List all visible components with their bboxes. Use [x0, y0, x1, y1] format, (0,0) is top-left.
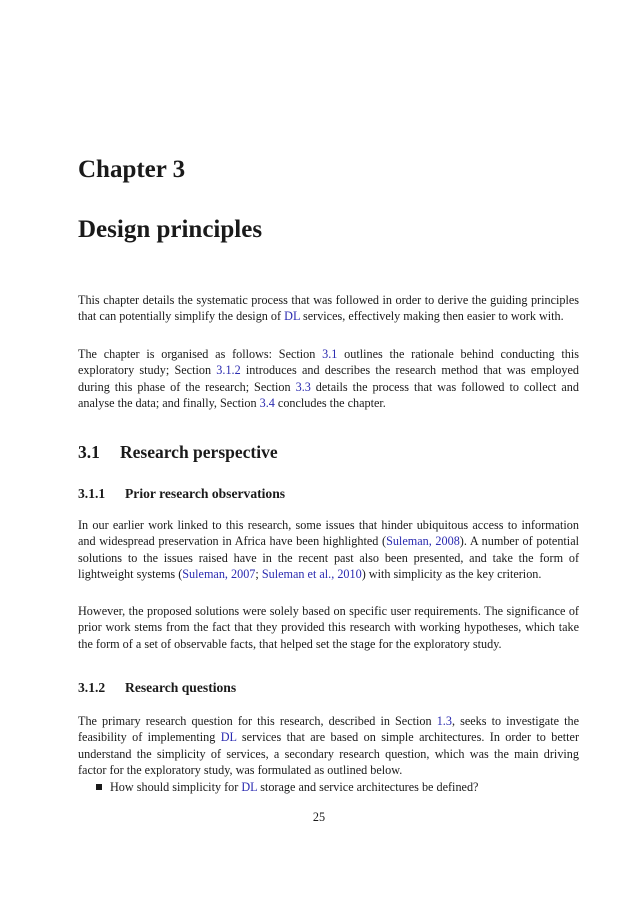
citation-link-suleman-2008[interactable]: Suleman, 2008 [386, 534, 460, 549]
text-run: concludes the chapter. [274, 396, 386, 411]
text-run: services, effectively making then easier to work with. [299, 309, 564, 324]
subsection-heading-3-1-2 [78, 679, 236, 697]
text-run: details the process that was followed to collect and analyse the data; and finally, Section [78, 379, 579, 411]
subsection-title: Prior research observations [125, 486, 286, 501]
section-number: 3.1 [78, 442, 100, 462]
text-run: ). A number of potential solutions to the issues raised have in the recent past also been presented, and take the form of lightweight systems ( [78, 534, 579, 582]
text-run: The primary research question for this research, described in Section [78, 714, 437, 728]
text-run: The chapter is organised as follows: Section [78, 347, 323, 361]
citation-link-suleman-2007[interactable]: Suleman, 2007 [182, 567, 256, 582]
chapter-label: Chapter 3 [78, 156, 186, 183]
text-run: In our earlier work linked to this research, some issues that hinder ubiquitous access to information and widespread preservation in Africa have been highlighted ( [78, 518, 579, 549]
subsection-heading-3-1-1 [78, 485, 285, 503]
text-run: How should simplicity for [110, 780, 242, 794]
bullet-square-icon [96, 784, 102, 790]
intro-paragraph-1 [78, 292, 579, 325]
research-questions-paragraph [78, 713, 579, 779]
section-link-3-1-2[interactable]: 3.1.2 [216, 363, 241, 378]
prior-research-paragraph-1 [78, 517, 579, 583]
text-run: ; [255, 567, 262, 582]
intro-paragraph-2 [78, 346, 579, 412]
subsection-number: 3.1.2 [78, 680, 106, 695]
research-question-bullet [96, 779, 576, 795]
text-run: services that are based on simple architectures. In order to better understand the simplicity of services, a secondary research question, which was the main driving factor for the exploratory study, was formulated as outlined below. [78, 730, 579, 778]
section-link-1-3[interactable]: 1.3 [436, 714, 452, 728]
text-run: This chapter details the systematic process that was followed in order to derive the guiding principles that can potentially simplify the design of [78, 293, 579, 324]
acronym-link-dl[interactable]: DL [241, 780, 258, 794]
text-run: ) with simplicity as the key criterion. [361, 567, 542, 582]
citation-link-suleman-2010[interactable]: Suleman et al., 2010 [261, 567, 362, 582]
text-run: , seeks to investigate the feasibility of implementing [78, 714, 579, 745]
acronym-link-dl[interactable]: DL [284, 309, 300, 324]
section-heading-3-1 [78, 441, 278, 463]
prior-research-paragraph-2: However, the proposed solutions were solely based on specific user requirements. The significance of prior work stems from the fact that they provided this research with working hypotheses, which take the form of a set of observable facts, that helped set the stage for the exploratory study. [78, 604, 579, 651]
subsection-number: 3.1.1 [78, 486, 106, 501]
section-link-3-4[interactable]: 3.4 [259, 396, 275, 411]
section-link-3-3[interactable]: 3.3 [295, 379, 311, 394]
text-run: introduces and describes the research method that was employed during this phase of the research; Section [78, 363, 579, 394]
chapter-title: Design principles [78, 216, 263, 243]
section-title: Research perspective [120, 442, 278, 462]
section-link-3-1[interactable]: 3.1 [322, 347, 338, 361]
acronym-link-dl[interactable]: DL [220, 730, 237, 745]
text-run: outlines the rationale behind conducting this exploratory study; Section [78, 347, 579, 378]
text-run: storage and service architectures be defined? [257, 780, 479, 794]
subsection-title: Research questions [125, 680, 237, 695]
page-number: 25 [312, 810, 326, 824]
